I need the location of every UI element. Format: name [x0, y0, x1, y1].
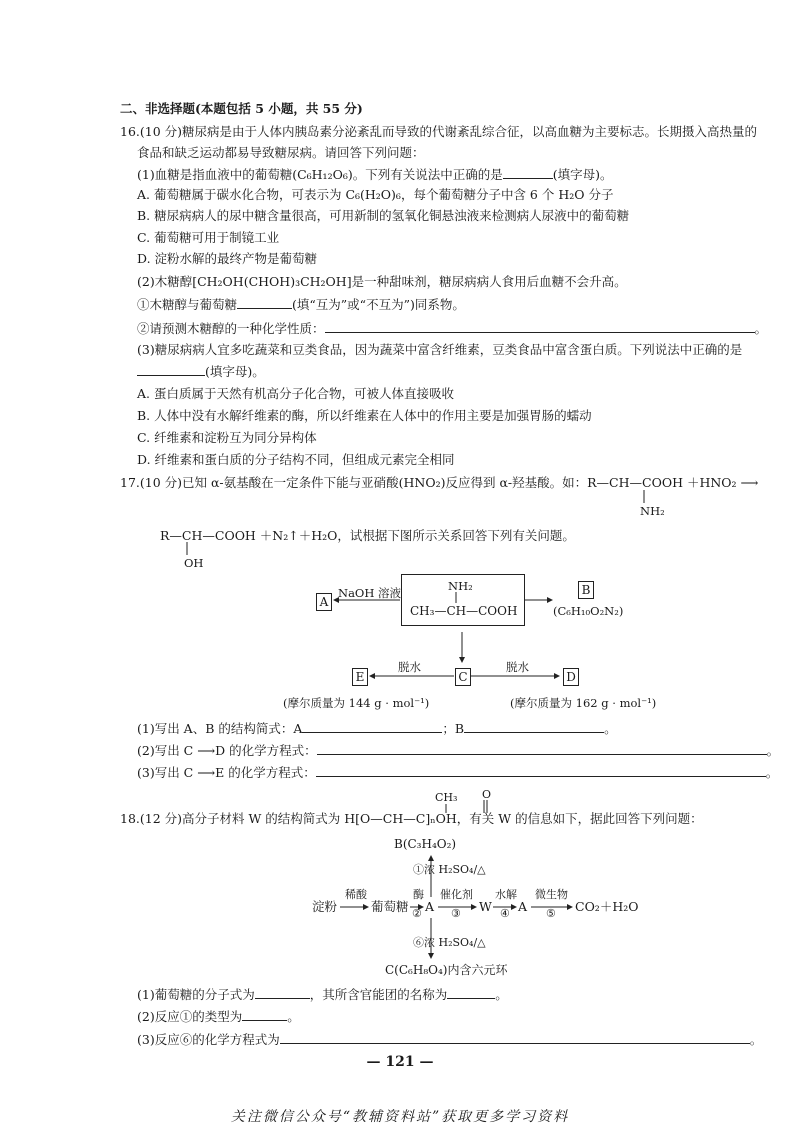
q16-part3-option-d: D. 纤维素和蛋白质的分子结构不同，但组成元素完全相同 — [137, 452, 455, 467]
q16-option-c: C. 葡萄糖可用于制镜工业 — [137, 230, 280, 245]
compound-b: B(C₃H₄O₂) — [394, 837, 457, 851]
compound-c: C(C₆H₈O₄)内含六元环 — [385, 963, 508, 977]
enzyme: 酶 — [413, 888, 424, 901]
period: 。 — [495, 987, 508, 1002]
q16-part3-tail: (填字母)。 — [205, 364, 265, 379]
q18-stem: 18.(12 分)高分子材料 W 的结构简式为 H[O—CH—C]ₙOH，有关 W 的信息如下，据此回答下列问题： — [120, 811, 703, 826]
step4: ④ — [500, 907, 510, 920]
q16-part3: (3)糖尿病病人宜多吃蔬菜和豆类食品，因为蔬菜中富含纤维素，豆类食品中富含蛋白质。下列说法中正确的是 — [137, 342, 743, 357]
products: CO₂＋H₂O — [575, 899, 639, 914]
box-b: B — [578, 581, 594, 599]
naoh-label: NaOH 溶液 — [338, 586, 402, 600]
q17-part1-mid: ；B — [442, 721, 465, 736]
q17-part2-text: (2)写出 C ⟶D 的化学方程式： — [137, 743, 317, 758]
q16-part2a-tail: (填“互为”或“不互为”)同系物。 — [292, 297, 465, 312]
step3: ③ — [451, 907, 461, 920]
step2: ② — [412, 907, 422, 920]
q16-part3-option-a: A. 蛋白质属于天然有机高分子化合物，可被人体直接吸收 — [137, 386, 454, 401]
catalyst: 催化剂 — [440, 888, 473, 901]
period: 。 — [765, 765, 779, 780]
q18-o-top: O — [482, 788, 492, 801]
step1-condition: ①浓 H₂SO₄/△ — [413, 863, 486, 876]
period: 。 — [749, 1032, 763, 1047]
q16-stem: 16.(10 分)糖尿病是由于人体内胰岛素分泌紊乱而导致的代谢紊乱综合征，以高血糖为主要标志。长期摄入高热量的 — [120, 124, 758, 139]
hydrolysis: 水解 — [495, 888, 517, 901]
q16-option-a: A. 葡萄糖属于碳水化合物，可表示为 C₆(H₂O)₆，每个葡萄糖分子中含 6 个 H₂O 分子 — [137, 187, 614, 202]
q18-ch3: CH₃ — [435, 791, 458, 804]
alanine-nh2: NH₂ — [448, 579, 473, 593]
q17-oh: OH — [184, 556, 204, 570]
q17-line2: R—CH—COOH ＋N₂↑＋H₂O，试根据下图所示关系回答下列有关问题。 — [160, 528, 575, 543]
compound-a1: A — [425, 899, 435, 914]
e-molar-mass: (摩尔质量为 144 g · mol⁻¹) — [283, 696, 430, 710]
q16-part2: (2)木糖醇[CH₂OH(CHOH)₃CH₂OH]是一种甜味剂，糖尿病病人食用后血糖不会升高。 — [137, 274, 627, 289]
dehydrate-e: 脱水 — [398, 660, 421, 674]
q18-part1-text: (1)葡萄糖的分子式为 — [137, 987, 255, 1002]
q18-part2-text: (2)反应①的类型为 — [137, 1009, 243, 1024]
q17-part1-text: (1)写出 A、B 的结构简式：A — [137, 721, 303, 736]
b-formula: (C₆H₁₀O₂N₂) — [553, 604, 624, 618]
q16-part1-text: (1)血糖是指血液中的葡萄糖(C₆H₁₂O₆)。下列有关说法中正确的是 — [137, 167, 503, 182]
q16-part2a-text: ①木糖醇与葡萄糖 — [137, 297, 238, 312]
period: 。 — [766, 743, 780, 758]
q16-part3-option-b: B. 人体中没有水解纤维素的酶，所以纤维素在人体中的作用主要是加强胃肠的蠕动 — [137, 408, 592, 423]
q17-part3-text: (3)写出 C ⟶E 的化学方程式： — [137, 765, 316, 780]
box-a: A — [316, 593, 332, 611]
box-c: C — [455, 668, 471, 686]
period: 。 — [754, 321, 768, 336]
page-number: — 121 — — [366, 1054, 434, 1070]
period: 。 — [287, 1009, 300, 1024]
period: 。 — [604, 721, 617, 736]
step6-condition: ⑥浓 H₂SO₄/△ — [413, 936, 486, 949]
q18-part3-text: (3)反应⑥的化学方程式为 — [137, 1032, 280, 1047]
box-e: E — [352, 668, 368, 686]
q18-part1-mid: ，其所含官能团的名称为 — [309, 987, 448, 1002]
step5: ⑤ — [546, 907, 556, 920]
q16-part1-tail: (填字母)。 — [552, 167, 613, 182]
q16-part3-option-c: C. 纤维素和淀粉互为同分异构体 — [137, 430, 317, 445]
section-title: 二、非选择题(本题包括 5 小题，共 55 分) — [120, 101, 363, 116]
compound-a2: A — [518, 899, 528, 914]
q16-option-d: D. 淀粉水解的最终产物是葡萄糖 — [137, 251, 318, 266]
q17-stem: 17.(10 分)已知 α-氨基酸在一定条件下能与亚硝酸(HNO₂)反应得到 α-羟基酸。如：R—CH—COOH ＋HNO₂ ⟶ — [120, 475, 759, 490]
dehydrate-d: 脱水 — [506, 660, 529, 674]
dilute-acid: 稀酸 — [345, 888, 367, 901]
d-molar-mass: (摩尔质量为 162 g · mol⁻¹) — [510, 696, 657, 710]
footer-note: 关注微信公众号“教辅资料站”获取更多学习资料 — [230, 1109, 570, 1125]
starch: 淀粉 — [312, 899, 338, 914]
q16-part2b-text: ②请预测木糖醇的一种化学性质： — [137, 321, 325, 336]
alanine-formula: CH₃—CH—COOH — [410, 604, 518, 618]
q16-option-b: B. 糖尿病病人的尿中糖含量很高，可用新制的氢氧化铜悬浊液来检测病人尿液中的葡萄糖 — [137, 208, 630, 223]
glucose: 葡萄糖 — [371, 899, 409, 914]
microbe: 微生物 — [535, 888, 568, 901]
compound-w: W — [479, 899, 492, 914]
q17-nh2: NH₂ — [640, 504, 665, 518]
q16-stem-cont: 食品和缺乏运动都易导致糖尿病。请回答下列问题： — [137, 145, 425, 160]
box-d: D — [563, 668, 579, 686]
